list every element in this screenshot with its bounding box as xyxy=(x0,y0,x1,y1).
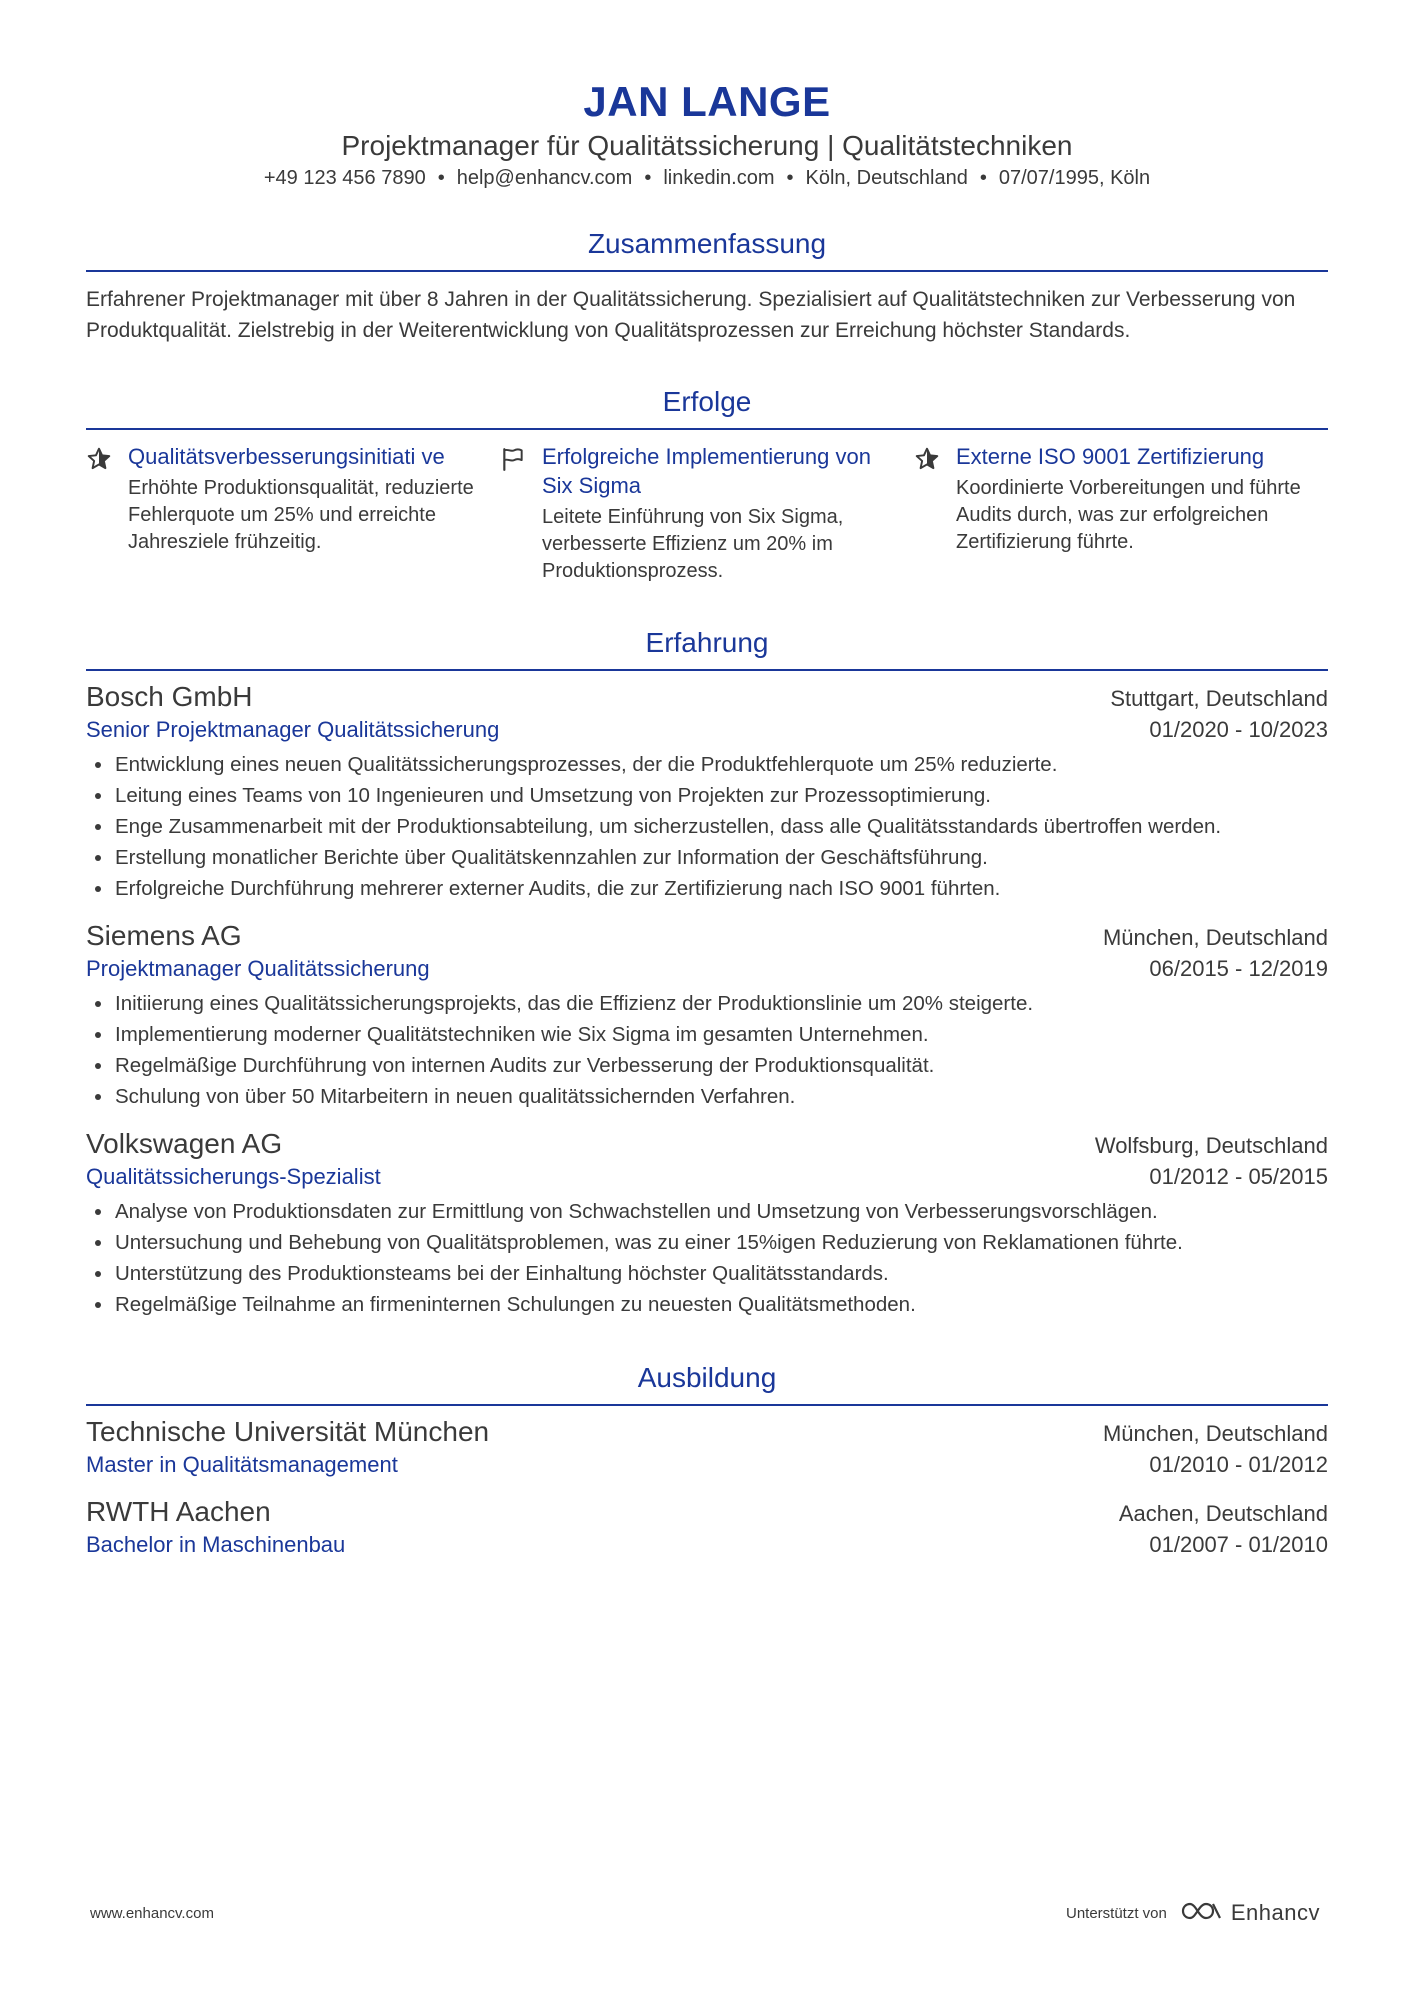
contact-separator: • xyxy=(644,167,652,189)
achievement-item xyxy=(86,442,500,585)
degree: Master in Qualitätsmanagement xyxy=(86,1452,398,1477)
school-name: RWTH Aachen xyxy=(86,1496,271,1527)
section-title-experience: Erfahrung xyxy=(86,625,1328,671)
contact-linkedin[interactable]: linkedin.com xyxy=(663,167,775,189)
education-entry xyxy=(86,1414,1328,1480)
job-dates: 01/2020 - 10/2023 xyxy=(1149,717,1328,742)
job-dates: 01/2012 - 05/2015 xyxy=(1149,1164,1328,1189)
star-icon xyxy=(914,442,956,585)
company-name: Bosch GmbH xyxy=(86,681,253,712)
achievement-description: Leitete Einführung von Six Sigma, verbesserte Effizienz um 20% im Produktionsprozess. xyxy=(542,506,844,582)
contact-phone: +49 123 456 7890 xyxy=(263,167,426,189)
contact-separator: • xyxy=(437,167,445,189)
school-location: München, Deutschland xyxy=(1102,1421,1328,1446)
contact-line xyxy=(86,164,1328,192)
section-title-summary: Zusammenfassung xyxy=(86,226,1328,272)
list-item: Regelmäßige Teilnahme an firmeninternen Schulungen zu neuesten Qualitätsmethoden. xyxy=(86,1289,1328,1320)
list-item: Unterstützung des Produktionsteams bei der Einhaltung höchster Qualitätsstandards. xyxy=(86,1258,1328,1289)
achievement-item xyxy=(914,442,1328,585)
contact-separator: • xyxy=(979,167,987,189)
resume-header xyxy=(86,0,1328,192)
summary-section xyxy=(86,226,1328,346)
education-section xyxy=(86,1360,1328,1560)
list-item: Entwicklung eines neuen Qualitätssicherungsprozesses, der die Produktfehlerquote um 25% reduzierte. xyxy=(86,749,1328,780)
section-title-achievements: Erfolge xyxy=(86,384,1328,430)
achievement-title: Qualitätsverbesserungsinitiati ve xyxy=(128,444,445,469)
job-location: Wolfsburg, Deutschland xyxy=(1094,1133,1328,1158)
candidate-name: JAN LANGE xyxy=(583,78,831,125)
list-item: Regelmäßige Durchführung von internen Audits zur Verbesserung der Produktionsqualität. xyxy=(86,1050,1328,1081)
job-role: Senior Projektmanager Qualitätssicherung xyxy=(86,717,500,742)
contact-birth: 07/07/1995, Köln xyxy=(998,167,1151,189)
contact-email[interactable]: help@enhancv.com xyxy=(456,167,633,189)
achievement-description: Erhöhte Produktionsqualität, reduzierte Fehlerquote um 25% und erreichte Jahresziele frühzeitig. xyxy=(128,477,474,553)
education-entry xyxy=(86,1494,1328,1560)
achievement-title: Erfolgreiche Implementierung von Six Sigma xyxy=(542,444,871,498)
degree: Bachelor in Maschinenbau xyxy=(86,1532,346,1557)
contact-location: Köln, Deutschland xyxy=(805,167,968,189)
list-item: Initiierung eines Qualitätssicherungsprojekts, das die Effizienz der Produktionslinie um 20% steigerte. xyxy=(86,988,1328,1019)
job-bullets xyxy=(86,988,1328,1112)
achievements-section xyxy=(86,384,1328,585)
job-entry xyxy=(86,918,1328,1112)
job-entry xyxy=(86,679,1328,904)
job-role: Qualitätssicherungs-Spezialist xyxy=(86,1164,381,1189)
list-item: Erfolgreiche Durchführung mehrerer externer Audits, die zur Zertifizierung nach ISO 9001 führten. xyxy=(86,873,1328,904)
summary-text: Erfahrener Projektmanager mit über 8 Jahren in der Qualitätssicherung. Spezialisiert auf Qualitätstechniken zur Verbesserung von Produktqualität. Zielstrebig in der Weiterentwicklung von Qualitätsprozessen zur Erreichung höchster Standards. xyxy=(86,288,1296,342)
footer-brand xyxy=(1066,1900,1320,1926)
school-location: Aachen, Deutschland xyxy=(1118,1501,1328,1526)
achievements-list xyxy=(86,442,1328,585)
education-dates: 01/2007 - 01/2010 xyxy=(1149,1532,1328,1557)
contact-separator: • xyxy=(786,167,794,189)
list-item: Analyse von Produktionsdaten zur Ermittlung von Schwachstellen und Umsetzung von Verbesserungsvorschlägen. xyxy=(86,1196,1328,1227)
star-icon xyxy=(86,442,128,585)
list-item: Erstellung monatlicher Berichte über Qualitätskennzahlen zur Information der Geschäftsführung. xyxy=(86,842,1328,873)
powered-by-label: Unterstützt von xyxy=(1065,1904,1167,1922)
list-item: Enge Zusammenarbeit mit der Produktionsabteilung, um sicherzustellen, dass alle Qualitätsstandards übertroffen werden. xyxy=(86,811,1328,842)
company-name: Volkswagen AG xyxy=(86,1128,283,1159)
education-dates: 01/2010 - 01/2012 xyxy=(1149,1452,1328,1477)
list-item: Leitung eines Teams von 10 Ingenieuren und Umsetzung von Projekten zur Prozessoptimierung. xyxy=(86,780,1328,811)
achievement-title: Externe ISO 9001 Zertifizierung xyxy=(956,444,1265,469)
job-bullets xyxy=(86,749,1328,904)
job-location: München, Deutschland xyxy=(1102,925,1328,950)
achievement-description: Koordinierte Vorbereitungen und führte Audits durch, was zur erfolgreichen Zertifizierung führte. xyxy=(956,477,1301,553)
job-role: Projektmanager Qualitätssicherung xyxy=(86,956,430,981)
flag-icon xyxy=(500,442,542,585)
job-bullets xyxy=(86,1196,1328,1320)
footer-website[interactable]: www.enhancv.com xyxy=(90,1904,214,1922)
candidate-headline: Projektmanager für Qualitätssicherung | Qualitätstechniken xyxy=(341,130,1073,161)
company-name: Siemens AG xyxy=(86,920,242,951)
experience-section xyxy=(86,625,1328,1320)
list-item: Implementierung moderner Qualitätstechniken wie Six Sigma im gesamten Unternehmen. xyxy=(86,1019,1328,1050)
resume-page xyxy=(86,0,1328,1560)
job-dates: 06/2015 - 12/2019 xyxy=(1149,956,1328,981)
list-item: Untersuchung und Behebung von Qualitätsproblemen, was zu einer 15%igen Reduzierung von Reklamationen führte. xyxy=(86,1227,1328,1258)
school-name: Technische Universität München xyxy=(86,1416,490,1447)
list-item: Schulung von über 50 Mitarbeitern in neuen qualitätssichernden Verfahren. xyxy=(86,1081,1328,1112)
enhancv-logo-icon xyxy=(1179,1900,1223,1926)
brand-name: Enhancv xyxy=(1230,1900,1320,1925)
job-location: Stuttgart, Deutschland xyxy=(1110,686,1328,711)
page-footer xyxy=(90,1900,1320,1926)
job-entry xyxy=(86,1126,1328,1320)
achievement-item xyxy=(500,442,914,585)
section-title-education: Ausbildung xyxy=(86,1360,1328,1406)
